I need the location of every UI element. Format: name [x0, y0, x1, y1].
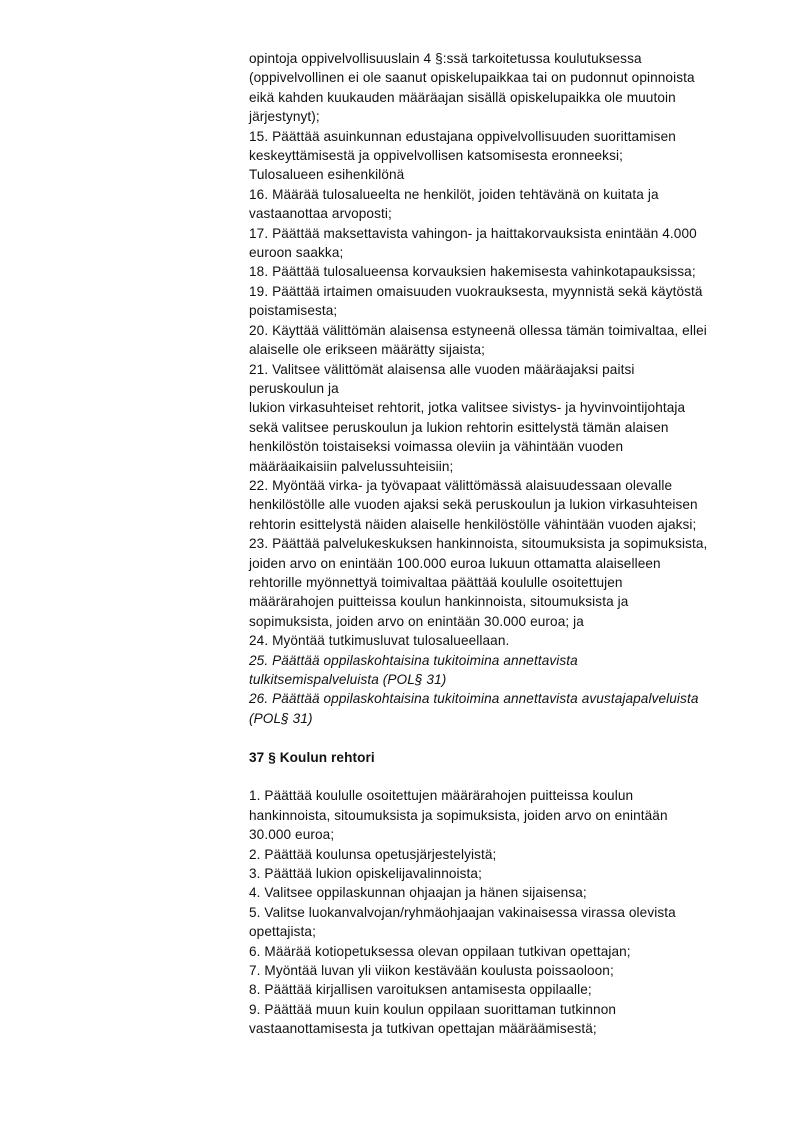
text-line: alaiselle ole erikseen määrätty sijaista; — [249, 342, 486, 358]
text-line: poistamisesta; — [249, 303, 338, 319]
text-line: 16. Määrää tulosalueelta ne henkilöt, joiden tehtävänä on kuitata ja — [249, 186, 659, 202]
italic-text-line: 26. Päättää oppilaskohtaisina tukitoimina annettavista avustajapalveluista — [249, 691, 699, 707]
text-line: 19. Päättää irtaimen omaisuuden vuokrauksesta, myynnistä sekä käytöstä — [249, 283, 703, 299]
italic-text-line: tulkitsemispalveluista (POL§ 31) — [249, 672, 447, 687]
text-line: 2. Päättää koulunsa opetusjärjestelyistä; — [249, 846, 497, 862]
text-line: 20. Käyttää välittömän alaisensa estyneenä ollessa tämän toimivaltaa, ellei — [249, 322, 707, 338]
text-line: määräaikaisiin palvelussuhteisiin; — [249, 458, 454, 474]
text-line: rehtorille myönnettyä toimivaltaa päättää koululle osoitettujen — [249, 574, 623, 590]
text-line: 22. Myöntää virka- ja työvapaat välittömässä alaisuudessaan olevalle — [249, 477, 673, 493]
text-line: 1. Päättää koululle osoitettujen määrärahojen puitteissa koulun — [249, 788, 634, 804]
body-text — [249, 49, 739, 728]
text-line: rehtorin esittelystä näiden alaiselle henkilöstölle vähintään vuoden ajaksi; — [249, 516, 697, 532]
text-line: 24. Myöntää tutkimusluvat tulosalueellaan. — [249, 633, 510, 649]
text-line: lukion virkasuhteiset rehtorit, jotka valitsee sivistys- ja hyvinvointijohtaja — [249, 400, 686, 416]
italic-text-line: 25. Päättää oppilaskohtaisina tukitoimina annettavista — [249, 652, 578, 668]
text-line: 18. Päättää tulosalueensa korvauksien hakemisesta vahinkotapauksissa; — [249, 264, 696, 280]
text-line: Tulosalueen esihenkilönä — [249, 167, 405, 183]
text-line: henkilöstön toistaiseksi voimassa oleviin ja vähintään vuoden — [249, 439, 624, 455]
text-line: euroon saakka; — [249, 245, 344, 261]
text-line: sekä valitsee peruskoulun ja lukion rehtorin esittelystä tämän alaisen — [249, 419, 669, 435]
text-line: 17. Päättää maksettavista vahingon- ja haittakorvauksista enintään 4.000 — [249, 225, 697, 241]
text-line: 6. Määrää kotiopetuksessa olevan oppilaan tutkivan opettajan; — [249, 943, 631, 959]
text-line: 8. Päättää kirjallisen varoituksen antamisesta oppilaalle; — [249, 982, 592, 998]
text-line: vastaanottamisesta ja tutkivan opettajan määräämisestä; — [249, 1021, 597, 1037]
text-line: hankinnoista, sitoumuksista ja sopimuksista, joiden arvo on enintään — [249, 807, 668, 823]
text-line: keskeyttämisestä ja oppivelvollisen katsomisesta eronneeksi; — [249, 148, 623, 164]
text-line: opettajista; — [249, 924, 316, 940]
text-line: vastaanottaa arvoposti; — [249, 206, 392, 222]
section-heading: 37 § Koulun rehtori — [249, 749, 375, 765]
text-line: 30.000 euroa; — [249, 827, 335, 843]
text-line: 21. Valitsee välittömät alaisensa alle vuoden määräajaksi paitsi — [249, 361, 635, 377]
text-line: eikä kahden kuukauden määräajan sisällä opiskelupaikka ole muutoin — [249, 89, 676, 105]
text-line: järjestynyt); — [249, 109, 320, 125]
text-line: 4. Valitsee oppilaskunnan ohjaajan ja hänen sijaisensa; — [249, 885, 587, 901]
document-page — [249, 49, 739, 1039]
text-line: 5. Valitse luokanvalvojan/ryhmäohjaajan vakinaisessa virassa olevista — [249, 904, 676, 920]
text-line: joiden arvo on enintään 100.000 euroa lukuun ottamatta alaiselleen — [249, 555, 661, 571]
text-line: 7. Myöntää luvan yli viikon kestävään koulusta poissaoloon; — [249, 963, 614, 979]
text-line: opintoja oppivelvollisuuslain 4 §:ssä tarkoitetussa koulutuksessa — [249, 51, 642, 66]
text-line: sopimuksista, joiden arvo on enintään 30.000 euroa; ja — [249, 613, 584, 629]
text-line: 15. Päättää asuinkunnan edustajana oppivelvollisuuden suorittamisen — [249, 128, 676, 144]
text-line: 3. Päättää lukion opiskelijavalinnoista; — [249, 866, 482, 882]
section-body — [249, 786, 739, 1038]
text-line: henkilöstölle alle vuoden ajaksi sekä peruskoulun ja lukion virkasuhteisen — [249, 497, 698, 513]
text-line: (oppivelvollinen ei ole saanut opiskelupaikkaa tai on pudonnut opinnoista — [249, 70, 695, 86]
text-line: 23. Päättää palvelukeskuksen hankinnoista, sitoumuksista ja sopimuksista, — [249, 536, 708, 552]
text-line: määrärahojen puitteissa koulun hankinnoista, sitoumuksista ja — [249, 594, 629, 610]
italic-text-line: (POL§ 31) — [249, 710, 313, 726]
text-line: 9. Päättää muun kuin koulun oppilaan suorittaman tutkinnon — [249, 1001, 617, 1017]
text-line: peruskoulun ja — [249, 380, 339, 396]
